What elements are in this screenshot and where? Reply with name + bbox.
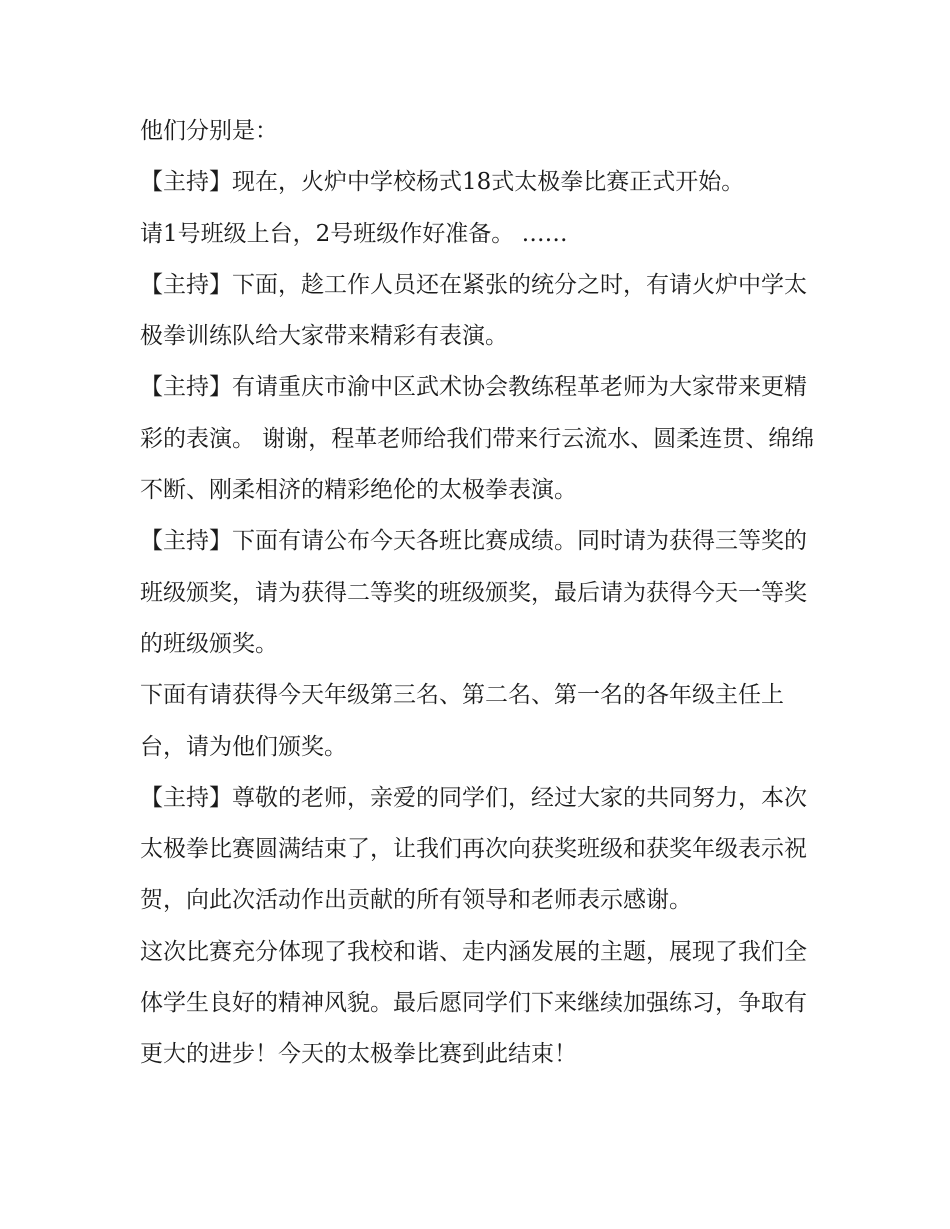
paragraph: 【主持】下面，趁工作人员还在紧张的统分之时，有请火炉中学太极拳训练队给大家带来精彩有表演。 [140, 271, 807, 350]
paragraph: 他们分别是： [140, 118, 278, 144]
document-body [140, 106, 820, 1081]
paragraph: 请1号班级上台，2号班级作好准备。 …… [140, 220, 568, 247]
paragraph: 【主持】下面有请公布今天各班比赛成绩。同时请为获得三等奖的班级颁奖，请为获得二等奖的班级颁奖，最后请为获得今天一等奖的班级颁奖。 [140, 528, 807, 657]
paragraph: 这次比赛充分体现了我校和谐、走内涵发展的主题，展现了我们全体学生良好的精神风貌。最后愿同学们下来继续加强练习，争取有更大的进步！今天的太极拳比赛到此结束！ [140, 938, 807, 1068]
paragraph: 下面有请获得今天年级第三名、第二名、第一名的各年级主任上台，请为他们颁奖。 [140, 682, 784, 760]
paragraph: 【主持】尊敬的老师，亲爱的同学们，经过大家的共同努力，本次太极拳比赛圆满结束了，让我们再次向获奖班级和获奖年级表示祝贺，向此次活动作出贡献的所有领导和老师表示感谢。 [140, 784, 807, 914]
paragraph: 【主持】有请重庆市渝中区武术协会教练程革老师为大家带来更精彩的表演。 谢谢，程革老师给我们带来行云流水、圆柔连贯、绵绵不断、刚柔相济的精彩绝伦的太极拳表演。 [140, 374, 815, 504]
paragraph: 【主持】现在，火炉中学校杨式18式太极拳比赛正式开始。 [140, 169, 745, 196]
